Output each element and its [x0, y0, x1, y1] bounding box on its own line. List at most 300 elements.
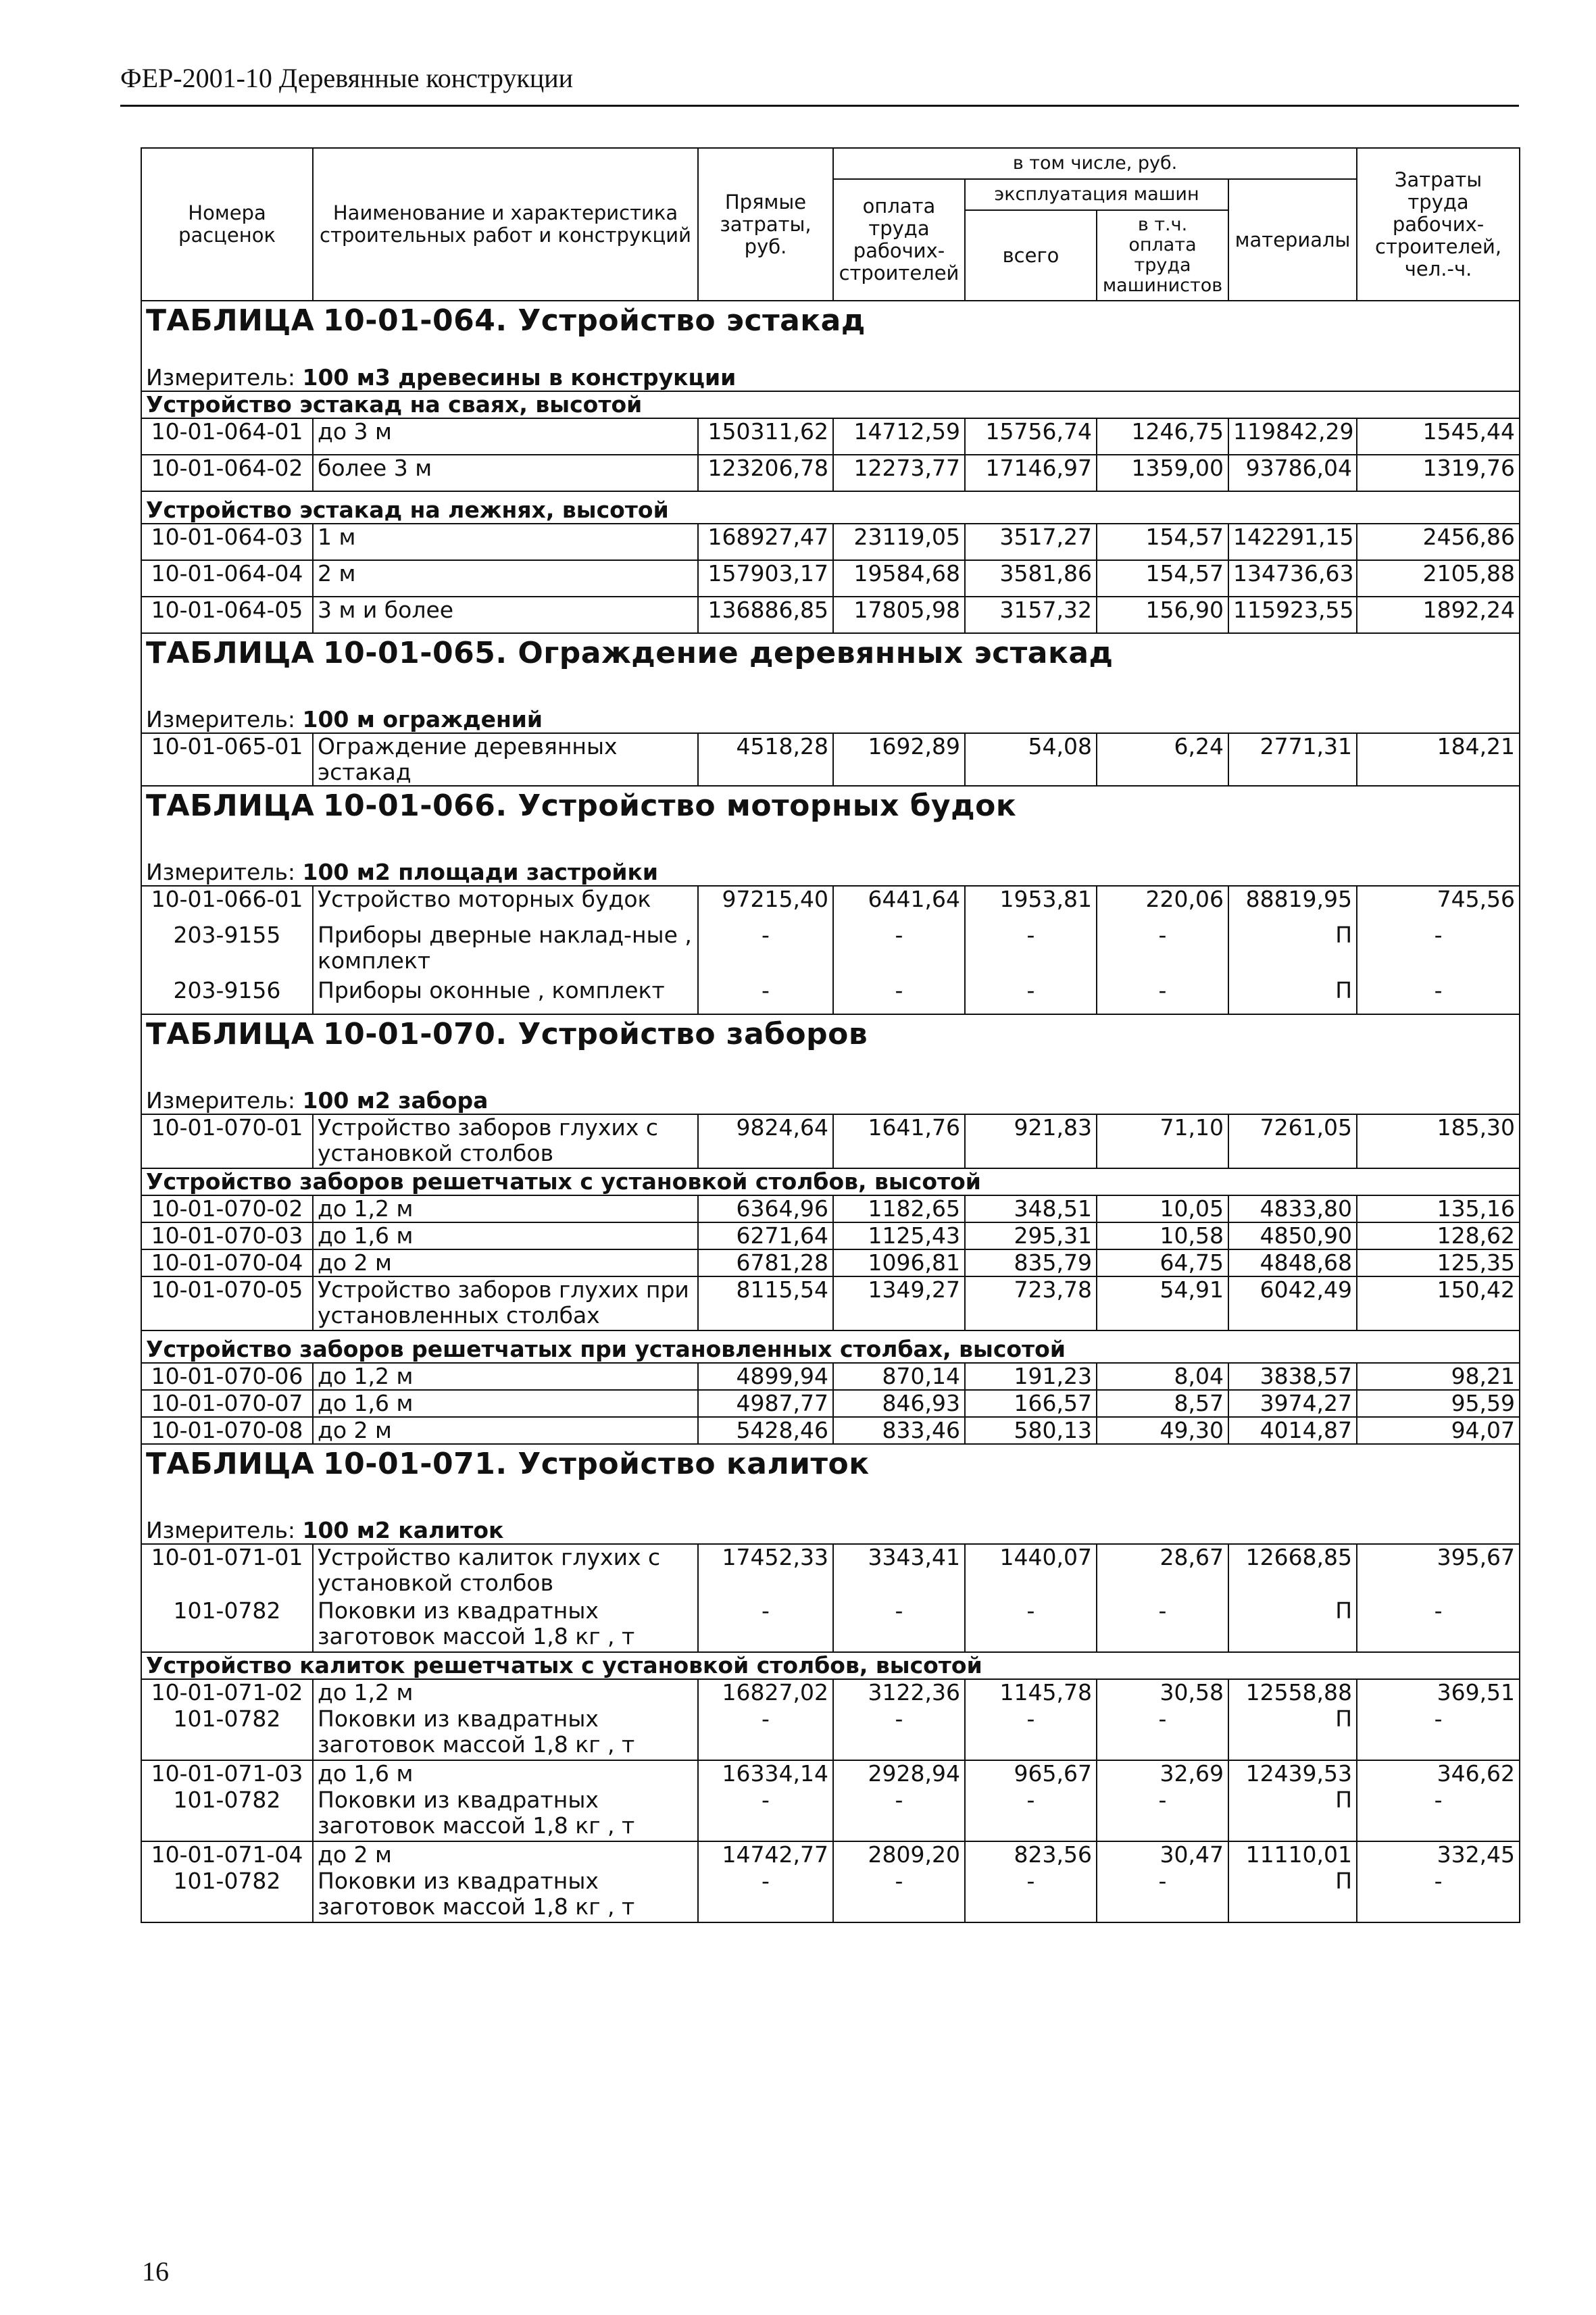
cell-labor: 98,21: [1357, 1363, 1520, 1390]
cell-mach-wages: 32,69: [1097, 1760, 1228, 1787]
table-title-row: [141, 786, 1520, 851]
cell-mach-total: 17146,97: [965, 455, 1097, 491]
cell-labor: 332,45: [1357, 1841, 1520, 1868]
cell-name: Поковки из квадратных заготовок массой 1,8 кг , т: [313, 1868, 698, 1922]
cell-labor: 185,30: [1357, 1114, 1520, 1168]
table-title-row-cell: [141, 1014, 1520, 1079]
cell-mach-wages: 8,04: [1097, 1363, 1228, 1390]
cell-labor: 1545,44: [1357, 418, 1520, 455]
cell-mach-wages: 220,06: [1097, 886, 1228, 922]
cell-labor: 745,56: [1357, 886, 1520, 922]
table-row: [141, 922, 1520, 978]
cell-direct: 16827,02: [698, 1679, 833, 1706]
cell-materials: 142291,15: [1228, 524, 1357, 560]
cell-labor: 369,51: [1357, 1679, 1520, 1706]
cell-direct: 4518,28: [698, 733, 833, 786]
cell-mach-total: -: [965, 1598, 1097, 1652]
cell-labor: -: [1357, 1868, 1520, 1922]
subheading-row: [141, 1652, 1520, 1679]
cell-mach-wages: 1359,00: [1097, 455, 1228, 491]
table-title-row-cell: [141, 1444, 1520, 1509]
cell-labor: -: [1357, 1598, 1520, 1652]
cell-materials: 3974,27: [1228, 1390, 1357, 1417]
table-row: [141, 597, 1520, 633]
cell-materials: 7261,05: [1228, 1114, 1357, 1168]
table-row: [141, 1598, 1520, 1652]
cell-wages: -: [833, 978, 965, 1014]
header-machines: эксплуатация машин: [965, 179, 1228, 210]
cell-mach-total: 54,08: [965, 733, 1097, 786]
cell-code: 10-01-071-02: [141, 1679, 313, 1706]
subheading-row: [141, 491, 1520, 524]
cell-labor: -: [1357, 978, 1520, 1014]
measure-label: Измеритель:: [146, 1517, 303, 1543]
cell-direct: -: [698, 1787, 833, 1841]
cell-labor: 1319,76: [1357, 455, 1520, 491]
table-row: [141, 1760, 1520, 1787]
cell-mach-wages: 71,10: [1097, 1114, 1228, 1168]
cell-mach-wages: 30,47: [1097, 1841, 1228, 1868]
cell-name: Поковки из квадратных заготовок массой 1,8 кг , т: [313, 1598, 698, 1652]
header-row-1: [141, 148, 1520, 179]
cell-name: до 2 м: [313, 1249, 698, 1276]
measure-label: Измеритель:: [146, 706, 303, 732]
subheading-row: [141, 1168, 1520, 1195]
header-direct: Прямые затраты, руб.: [698, 148, 833, 301]
cell-wages: 2809,20: [833, 1841, 965, 1868]
table-title-row-cell: [141, 786, 1520, 851]
table-row: [141, 1249, 1520, 1276]
cell-labor: 2105,88: [1357, 560, 1520, 597]
cell-code: 101-0782: [141, 1706, 313, 1760]
table-title: [146, 1447, 1515, 1481]
cell-mach-wages: 49,30: [1097, 1417, 1228, 1444]
cell-mach-wages: 1246,75: [1097, 418, 1228, 455]
cell-code: 203-9155: [141, 922, 313, 978]
cell-labor: 346,62: [1357, 1760, 1520, 1787]
measure-row: [141, 851, 1520, 886]
cell-mach-total: -: [965, 1787, 1097, 1841]
cell-wages: 3343,41: [833, 1544, 965, 1598]
cell-code: 10-01-070-01: [141, 1114, 313, 1168]
cell-wages: 1096,81: [833, 1249, 965, 1276]
cell-wages: -: [833, 1598, 965, 1652]
cell-materials: 2771,31: [1228, 733, 1357, 786]
table-label: ТАБЛИЦА: [146, 1017, 315, 1051]
table-name: 10-01-065. Ограждение деревянных эстакад: [323, 636, 1114, 670]
cell-labor: 128,62: [1357, 1222, 1520, 1249]
subheading: Устройство эстакад на лежнях, высотой: [146, 497, 669, 523]
cell-labor: 150,42: [1357, 1276, 1520, 1330]
measure-label: Измеритель:: [146, 859, 303, 885]
cell-name: 3 м и более: [313, 597, 698, 633]
cell-direct: 14742,77: [698, 1841, 833, 1868]
cell-code: 10-01-064-05: [141, 597, 313, 633]
cell-wages: 1349,27: [833, 1276, 965, 1330]
header-materials: материалы: [1228, 179, 1357, 301]
cell-code: 101-0782: [141, 1868, 313, 1922]
table-row: [141, 1390, 1520, 1417]
cell-mach-total: 1145,78: [965, 1679, 1097, 1706]
table-title-row: [141, 1014, 1520, 1079]
cell-mach-total: 823,56: [965, 1841, 1097, 1868]
cell-materials: 6042,49: [1228, 1276, 1357, 1330]
cell-labor: -: [1357, 1706, 1520, 1760]
table-row: [141, 1706, 1520, 1760]
cell-direct: 4987,77: [698, 1390, 833, 1417]
cell-mach-total: 295,31: [965, 1222, 1097, 1249]
table-title-row: [141, 301, 1520, 356]
cell-materials: 4014,87: [1228, 1417, 1357, 1444]
cell-mach-total: 1440,07: [965, 1544, 1097, 1598]
subheading: Устройство эстакад на сваях, высотой: [146, 391, 643, 418]
table-row: [141, 455, 1520, 491]
cell-labor: 1892,24: [1357, 597, 1520, 633]
cell-mach-wages: 154,57: [1097, 560, 1228, 597]
cell-direct: -: [698, 978, 833, 1014]
measure-row-cell: [141, 698, 1520, 733]
cell-code: 101-0782: [141, 1787, 313, 1841]
cell-mach-total: -: [965, 1706, 1097, 1760]
header-name: Наименование и характеристика строительных работ и конструкций: [313, 148, 698, 301]
cell-mach-total: 3517,27: [965, 524, 1097, 560]
cell-direct: 97215,40: [698, 886, 833, 922]
cell-materials: 11110,01: [1228, 1841, 1357, 1868]
cell-code: 10-01-071-03: [141, 1760, 313, 1787]
cell-materials: 134736,63: [1228, 560, 1357, 597]
cell-code: 10-01-064-04: [141, 560, 313, 597]
page-number: 16: [142, 2256, 169, 2287]
cell-mach-wages: 28,67: [1097, 1544, 1228, 1598]
cell-labor: 94,07: [1357, 1417, 1520, 1444]
cell-materials: 3838,57: [1228, 1363, 1357, 1390]
cell-materials: 4848,68: [1228, 1249, 1357, 1276]
cell-code: 10-01-070-02: [141, 1195, 313, 1222]
cell-wages: 846,93: [833, 1390, 965, 1417]
cell-direct: 4899,94: [698, 1363, 833, 1390]
table-row: [141, 1222, 1520, 1249]
cell-direct: 8115,54: [698, 1276, 833, 1330]
cell-mach-wages: -: [1097, 978, 1228, 1014]
cell-code: 10-01-066-01: [141, 886, 313, 922]
table-row: [141, 733, 1520, 786]
cell-materials: 12439,53: [1228, 1760, 1357, 1787]
table-title-row: [141, 1444, 1520, 1509]
table-label: ТАБЛИЦА: [146, 1447, 315, 1481]
cell-labor: 125,35: [1357, 1249, 1520, 1276]
cell-name: Поковки из квадратных заготовок массой 1,8 кг , т: [313, 1706, 698, 1760]
cell-mach-wages: 54,91: [1097, 1276, 1228, 1330]
cell-name: до 1,2 м: [313, 1195, 698, 1222]
cell-materials: 115923,55: [1228, 597, 1357, 633]
table-row: [141, 524, 1520, 560]
measure-row: [141, 356, 1520, 391]
cell-materials: 4850,90: [1228, 1222, 1357, 1249]
cell-name: до 1,6 м: [313, 1760, 698, 1787]
cell-direct: -: [698, 1598, 833, 1652]
cell-name: Устройство заборов глухих при установленных столбах: [313, 1276, 698, 1330]
cell-mach-wages: -: [1097, 1598, 1228, 1652]
cell-wages: 870,14: [833, 1363, 965, 1390]
cell-name: 1 м: [313, 524, 698, 560]
cell-mach-total: -: [965, 978, 1097, 1014]
cell-direct: 123206,78: [698, 455, 833, 491]
table-row: [141, 1544, 1520, 1598]
table-row: [141, 1841, 1520, 1868]
subheading-row-cell: [141, 491, 1520, 524]
table-title: [146, 303, 1515, 338]
cell-direct: 6781,28: [698, 1249, 833, 1276]
table-row: [141, 886, 1520, 922]
cell-materials: 93786,04: [1228, 455, 1357, 491]
cell-code: 10-01-064-01: [141, 418, 313, 455]
table-label: ТАБЛИЦА: [146, 636, 315, 670]
cell-materials: 12558,88: [1228, 1679, 1357, 1706]
cell-materials: 119842,29: [1228, 418, 1357, 455]
cell-name: до 1,2 м: [313, 1363, 698, 1390]
cell-code: 101-0782: [141, 1598, 313, 1652]
cell-materials: П: [1228, 1787, 1357, 1841]
table-row: [141, 1363, 1520, 1390]
cell-name: до 1,2 м: [313, 1679, 698, 1706]
measure-label: Измеритель:: [146, 1087, 303, 1114]
cell-mach-total: 3581,86: [965, 560, 1097, 597]
cell-labor: 95,59: [1357, 1390, 1520, 1417]
table-title: [146, 1017, 1515, 1051]
table-label: ТАБЛИЦА: [146, 303, 315, 338]
cell-name: до 2 м: [313, 1841, 698, 1868]
cell-mach-wages: 30,58: [1097, 1679, 1228, 1706]
cell-mach-total: 191,23: [965, 1363, 1097, 1390]
measure-label: Измеритель:: [146, 364, 303, 391]
cell-name: 2 м: [313, 560, 698, 597]
table-row: [141, 1787, 1520, 1841]
cell-wages: 3122,36: [833, 1679, 965, 1706]
running-head: ФЕР-2001-10 Деревянные конструкции: [120, 63, 574, 93]
cell-labor: -: [1357, 1787, 1520, 1841]
cell-wages: 1692,89: [833, 733, 965, 786]
table-name: 10-01-071. Устройство калиток: [323, 1447, 870, 1481]
cell-code: 10-01-070-03: [141, 1222, 313, 1249]
subheading-row-cell: [141, 1330, 1520, 1363]
cell-direct: 9824,64: [698, 1114, 833, 1168]
cell-mach-total: 1953,81: [965, 886, 1097, 922]
cell-direct: 157903,17: [698, 560, 833, 597]
cell-mach-wages: -: [1097, 922, 1228, 978]
cell-mach-wages: -: [1097, 1868, 1228, 1922]
cell-code: 10-01-071-01: [141, 1544, 313, 1598]
cell-materials: П: [1228, 1868, 1357, 1922]
cell-name: Устройство калиток глухих с установкой столбов: [313, 1544, 698, 1598]
cell-direct: 16334,14: [698, 1760, 833, 1787]
cell-wages: 6441,64: [833, 886, 965, 922]
cell-name: Устройство моторных будок: [313, 886, 698, 922]
cell-mach-total: 166,57: [965, 1390, 1097, 1417]
cell-wages: 2928,94: [833, 1760, 965, 1787]
measure-row-cell: [141, 1079, 1520, 1114]
rates-table: [141, 147, 1520, 1923]
subheading: Устройство заборов решетчатых с установкой столбов, высотой: [146, 1168, 981, 1195]
cell-wages: 1125,43: [833, 1222, 965, 1249]
cell-mach-wages: 6,24: [1097, 733, 1228, 786]
cell-wages: -: [833, 1787, 965, 1841]
header-codes: Номера расценок: [141, 148, 313, 301]
cell-code: 10-01-065-01: [141, 733, 313, 786]
cell-name: до 3 м: [313, 418, 698, 455]
cell-code: 10-01-070-05: [141, 1276, 313, 1330]
table-row: [141, 560, 1520, 597]
cell-code: 10-01-070-04: [141, 1249, 313, 1276]
cell-wages: 1182,65: [833, 1195, 965, 1222]
cell-mach-total: 15756,74: [965, 418, 1097, 455]
cell-labor: 135,16: [1357, 1195, 1520, 1222]
cell-mach-total: -: [965, 922, 1097, 978]
cell-direct: 6364,96: [698, 1195, 833, 1222]
cell-name: до 1,6 м: [313, 1390, 698, 1417]
table-row: [141, 418, 1520, 455]
table-title-row-cell: [141, 301, 1520, 356]
table-name: 10-01-066. Устройство моторных будок: [323, 789, 1017, 823]
cell-mach-total: -: [965, 1868, 1097, 1922]
cell-mach-wages: 8,57: [1097, 1390, 1228, 1417]
cell-wages: -: [833, 1868, 965, 1922]
subheading-row-cell: [141, 391, 1520, 418]
cell-code: 203-9156: [141, 978, 313, 1014]
measure-value: 100 м ограждений: [302, 706, 543, 732]
cell-wages: -: [833, 1706, 965, 1760]
cell-wages: 1641,76: [833, 1114, 965, 1168]
measure-row: [141, 698, 1520, 733]
subheading: Устройство заборов решетчатых при установленных столбах, высотой: [146, 1336, 1066, 1362]
cell-materials: 4833,80: [1228, 1195, 1357, 1222]
cell-labor: 395,67: [1357, 1544, 1520, 1598]
cell-direct: -: [698, 1706, 833, 1760]
cell-mach-total: 835,79: [965, 1249, 1097, 1276]
cell-name: до 2 м: [313, 1417, 698, 1444]
cell-materials: П: [1228, 1598, 1357, 1652]
subheading-row-cell: [141, 1168, 1520, 1195]
cell-name: Устройство заборов глухих с установкой столбов: [313, 1114, 698, 1168]
cell-materials: П: [1228, 922, 1357, 978]
subheading-row-cell: [141, 1652, 1520, 1679]
table-title-row: [141, 633, 1520, 698]
cell-code: 10-01-064-02: [141, 455, 313, 491]
table-row: [141, 1114, 1520, 1168]
cell-mach-wages: -: [1097, 1787, 1228, 1841]
cell-code: 10-01-071-04: [141, 1841, 313, 1868]
subheading: Устройство калиток решетчатых с установкой столбов, высотой: [146, 1652, 982, 1678]
table-title-row-cell: [141, 633, 1520, 698]
table-title: [146, 636, 1515, 670]
cell-mach-total: 348,51: [965, 1195, 1097, 1222]
cell-materials: 88819,95: [1228, 886, 1357, 922]
cell-wages: 19584,68: [833, 560, 965, 597]
measure-value: 100 м3 древесины в конструкции: [302, 364, 737, 391]
cell-name: до 1,6 м: [313, 1222, 698, 1249]
cell-wages: 12273,77: [833, 455, 965, 491]
table-label: ТАБЛИЦА: [146, 789, 315, 823]
cell-direct: 6271,64: [698, 1222, 833, 1249]
table-row: [141, 1276, 1520, 1330]
cell-wages: 14712,59: [833, 418, 965, 455]
cell-mach-wages: 64,75: [1097, 1249, 1228, 1276]
cell-mach-total: 723,78: [965, 1276, 1097, 1330]
cell-code: 10-01-064-03: [141, 524, 313, 560]
cell-labor: 184,21: [1357, 733, 1520, 786]
cell-labor: -: [1357, 922, 1520, 978]
cell-materials: П: [1228, 978, 1357, 1014]
cell-wages: 833,46: [833, 1417, 965, 1444]
cell-mach-wages: 10,58: [1097, 1222, 1228, 1249]
cell-direct: -: [698, 1868, 833, 1922]
cell-name: Ограждение деревянных эстакад: [313, 733, 698, 786]
cell-direct: 150311,62: [698, 418, 833, 455]
measure-row-cell: [141, 851, 1520, 886]
cell-mach-total: 580,13: [965, 1417, 1097, 1444]
cell-name: более 3 м: [313, 455, 698, 491]
table-row: [141, 1417, 1520, 1444]
cell-direct: 136886,85: [698, 597, 833, 633]
measure-row: [141, 1509, 1520, 1544]
cell-mach-total: 3157,32: [965, 597, 1097, 633]
table-name: 10-01-064. Устройство эстакад: [323, 303, 866, 338]
cell-code: 10-01-070-06: [141, 1363, 313, 1390]
cell-code: 10-01-070-07: [141, 1390, 313, 1417]
cell-direct: 17452,33: [698, 1544, 833, 1598]
cell-direct: 5428,46: [698, 1417, 833, 1444]
cell-direct: -: [698, 922, 833, 978]
header-mach-wages: в т.ч. оплата труда машинистов: [1097, 210, 1228, 301]
table-row: [141, 1868, 1520, 1922]
table-title: [146, 789, 1515, 823]
cell-direct: 168927,47: [698, 524, 833, 560]
measure-row: [141, 1079, 1520, 1114]
header-incl: в том числе, руб.: [833, 148, 1357, 179]
subheading-row: [141, 391, 1520, 418]
cell-mach-total: 921,83: [965, 1114, 1097, 1168]
cell-materials: 12668,85: [1228, 1544, 1357, 1598]
cell-wages: 23119,05: [833, 524, 965, 560]
cell-mach-wages: 10,05: [1097, 1195, 1228, 1222]
subheading-row: [141, 1330, 1520, 1363]
table-row: [141, 1195, 1520, 1222]
cell-name: Поковки из квадратных заготовок массой 1,8 кг , т: [313, 1787, 698, 1841]
table-row: [141, 1679, 1520, 1706]
header-labor: Затраты труда рабочих-строителей, чел.-ч.: [1357, 148, 1520, 301]
cell-wages: 17805,98: [833, 597, 965, 633]
cell-mach-wages: 156,90: [1097, 597, 1228, 633]
cell-name: Приборы оконные , комплект: [313, 978, 698, 1014]
measure-value: 100 м2 калиток: [302, 1517, 504, 1543]
measure-row-cell: [141, 356, 1520, 391]
measure-value: 100 м2 площади застройки: [302, 859, 659, 885]
cell-name: Приборы дверные наклад-ные , комплект: [313, 922, 698, 978]
measure-row-cell: [141, 1509, 1520, 1544]
cell-labor: 2456,86: [1357, 524, 1520, 560]
cell-wages: -: [833, 922, 965, 978]
header-mach-total: всего: [965, 210, 1097, 301]
cell-mach-wages: 154,57: [1097, 524, 1228, 560]
table-row: [141, 978, 1520, 1014]
header-rule: [120, 105, 1519, 107]
cell-materials: П: [1228, 1706, 1357, 1760]
cell-code: 10-01-070-08: [141, 1417, 313, 1444]
header-wages: оплата труда рабочих-строителей: [833, 179, 965, 301]
table-name: 10-01-070. Устройство заборов: [323, 1017, 868, 1051]
cell-mach-total: 965,67: [965, 1760, 1097, 1787]
measure-value: 100 м2 забора: [302, 1087, 489, 1114]
cell-mach-wages: -: [1097, 1706, 1228, 1760]
